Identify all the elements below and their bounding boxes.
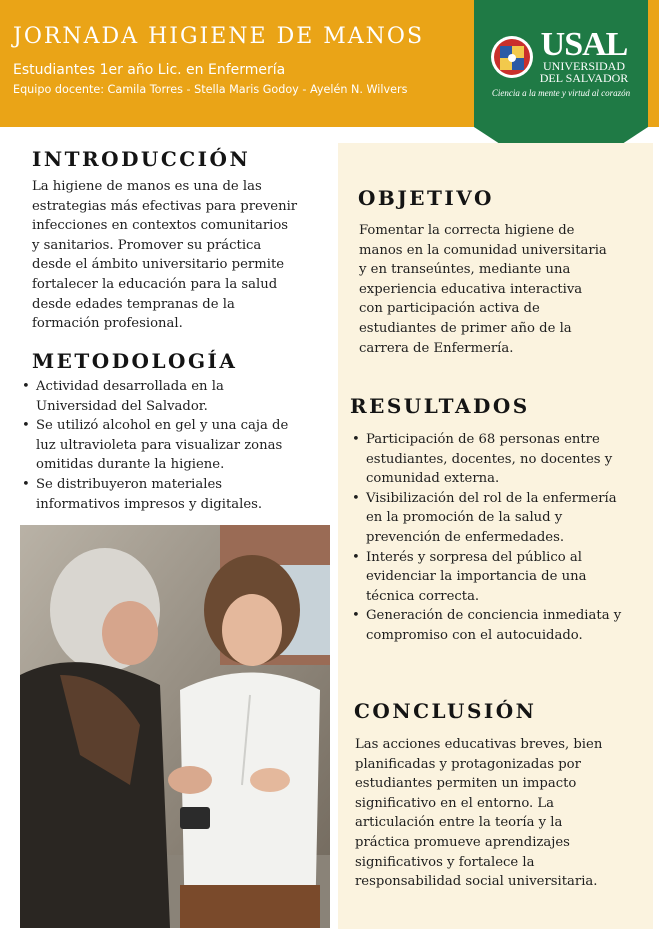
conclusion-line: significativos y fortalece la [355, 854, 535, 870]
introduction-line: formación profesional. [32, 316, 183, 332]
objective-line: carrera de Enfermería. [359, 340, 514, 356]
conclusion-line: Las acciones educativas breves, bien [355, 737, 603, 752]
conclusion-line: significativo en el entorno. La [355, 795, 555, 811]
results-item-line: técnica correcta. [366, 588, 480, 604]
introduction-text [32, 177, 332, 334]
conclusion-line: estudiantes permiten un impacto [355, 776, 577, 792]
methodology-item-line: omitidas durante la higiene. [36, 457, 225, 473]
results-item-line: • Visibilización del rol de la enfermería [366, 490, 617, 506]
results-item-line: • Generación de conciencia inmediata y [366, 608, 622, 624]
objective-line: manos en la comunidad universitaria [359, 242, 607, 258]
methodology-item-line: • Se distribuyeron materiales [36, 476, 223, 492]
methodology-item [22, 475, 330, 514]
page-subtitle: Estudiantes 1er año Lic. en Enfermería [13, 62, 286, 78]
conclusion-text [355, 735, 647, 892]
methodology-heading: METODOLOGÍA [32, 349, 238, 373]
conclusion-line: práctica promueve aprendizajes [355, 834, 570, 850]
conclusion-line: articulación entre la teoría y la [355, 815, 563, 831]
logo-university-line2: DEL SALVADOR [539, 71, 629, 85]
results-item [352, 548, 650, 607]
methodology-item-line: Universidad del Salvador. [36, 398, 208, 414]
methodology-item-line: • Se utilizó alcohol en gel y una caja de [36, 418, 289, 434]
objective-line: y en transeúntes, mediante una [359, 262, 571, 278]
results-item [352, 489, 650, 548]
results-item-line: estudiantes, docentes, no docentes y [366, 451, 613, 467]
introduction-line: desde edades tempranas de la [32, 296, 235, 312]
introduction-line: infecciones en contextos comunitarios [32, 218, 289, 234]
objective-line: con participación activa de [359, 301, 540, 317]
methodology-item-line: • Actividad desarrollada en la [36, 379, 224, 394]
results-item [352, 606, 650, 645]
introduction-line: fortalecer la educación para la salud [32, 276, 278, 292]
team-line: Equipo docente: Camila Torres - Stella Maris Godoy - Ayelén N. Wilvers [13, 83, 408, 96]
objective-text [359, 221, 649, 358]
results-item-line: prevención de enfermedades. [366, 529, 565, 545]
crest-icon [490, 32, 534, 82]
methodology-item-line: informativos impresos y digitales. [36, 496, 263, 512]
event-photo [20, 525, 330, 928]
logo-name: USAL [540, 26, 628, 63]
conclusion-heading: CONCLUSIÓN [354, 699, 537, 723]
objective-line: Fomentar la correcta higiene de [359, 223, 575, 238]
results-list [352, 430, 650, 646]
results-item-line: • Interés y sorpresa del público al [366, 549, 582, 565]
conclusion-line: responsabilidad social universitaria. [355, 874, 598, 890]
results-item-line: • Participación de 68 personas entre [366, 432, 600, 447]
conclusion-line: planificadas y protagonizadas por [355, 756, 581, 772]
introduction-line: La higiene de manos es una de las [32, 179, 262, 194]
logo [537, 26, 631, 85]
methodology-item [22, 416, 330, 475]
results-item-line: comunidad externa. [366, 471, 500, 487]
page-title: JORNADA HIGIENE DE MANOS [13, 24, 425, 49]
objective-line: estudiantes de primer año de la [359, 320, 572, 336]
introduction-line: y sanitarios. Promover su práctica [32, 237, 262, 253]
objective-heading: OBJETIVO [358, 186, 494, 210]
methodology-item [22, 377, 330, 416]
logo-tagline: Ciencia a la mente y virtud al corazón [491, 88, 631, 98]
results-item-line: en la promoción de la salud y [366, 510, 563, 526]
results-item-line: compromiso con el autocuidado. [366, 627, 583, 643]
methodology-item-line: luz ultravioleta para visualizar zonas [36, 437, 283, 453]
methodology-list [22, 377, 330, 514]
objective-line: experiencia educativa interactiva [359, 281, 583, 297]
results-item-line: evidenciar la importancia de una [366, 569, 587, 585]
logo-university-line1: UNIVERSIDAD [543, 59, 625, 73]
results-item [352, 430, 650, 489]
results-heading: RESULTADOS [350, 394, 530, 418]
introduction-line: desde el ámbito universitario permite [32, 257, 285, 273]
introduction-line: estrategias más efectivas para prevenir [32, 198, 298, 214]
introduction-heading: INTRODUCCIÓN [32, 147, 251, 171]
